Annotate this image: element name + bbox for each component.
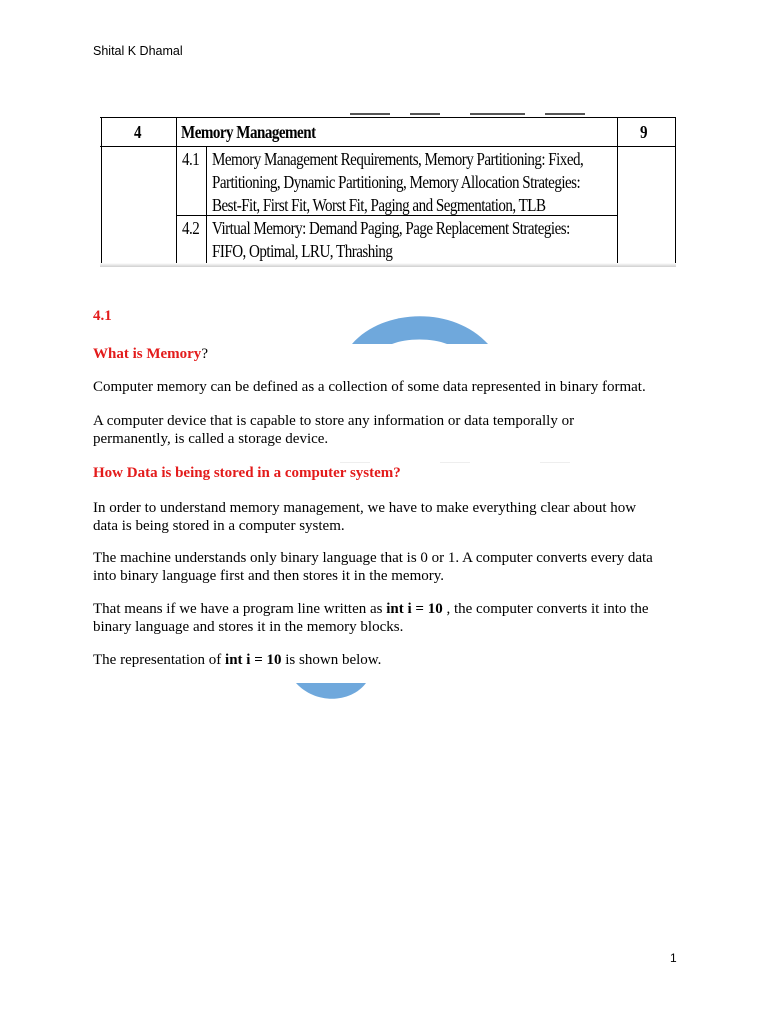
page-header-author: Shital K Dhamal xyxy=(93,44,183,58)
subtopic-number: 4.1 xyxy=(182,149,200,169)
decorative-arc-bottom xyxy=(296,683,366,703)
subtopic-line: Partitioning, Dynamic Partitioning, Memory Allocation Strategies: xyxy=(212,172,581,192)
paragraph-memory-definition: Computer memory can be defined as a collection of some data represented in binary format. xyxy=(93,379,646,395)
decorative-arc-top xyxy=(352,313,488,345)
module-number: 4 xyxy=(134,122,142,142)
page-number: 1 xyxy=(670,951,677,965)
what-is-memory-heading: What is Memory? xyxy=(93,346,208,362)
paragraph-program-line: That means if we have a program line written as int i = 10 , the computer converts it into the binary language and stores it in the memory blocks. xyxy=(93,601,649,635)
module-title: Memory Management xyxy=(181,122,316,142)
subtopic-line: FIFO, Optimal, LRU, Thrashing xyxy=(212,241,393,261)
syllabus-table-image xyxy=(100,103,676,267)
paragraph-storage-device: A computer device that is capable to store any information or data temporally or permanently, is called a storage device. xyxy=(93,413,575,447)
subtopic-line: Virtual Memory: Demand Paging, Page Replacement Strategies: xyxy=(212,218,570,238)
code-int-i: int i = 10 xyxy=(225,652,282,668)
paragraph-binary-language: The machine understands only binary language that is 0 or 1. A computer converts every data into binary language first and then stores it in the memory. xyxy=(93,550,653,584)
section-number: 4.1 xyxy=(93,308,112,324)
paragraph-memory-management: In order to understand memory management, we have to make everything clear about how data is being stored in a computer system. xyxy=(93,500,637,534)
subtopic-line: Best-Fit, First Fit, Worst Fit, Paging and Segmentation, TLB xyxy=(212,195,546,215)
cropped-previous-row xyxy=(340,107,610,117)
paragraph-representation: The representation of int i = 10 is shown below. xyxy=(93,652,382,668)
subtopic-number: 4.2 xyxy=(182,218,200,238)
module-hours: 9 xyxy=(640,122,648,142)
how-data-stored-heading: How Data is being stored in a computer system? xyxy=(93,465,401,481)
subtopic-line: Memory Management Requirements, Memory Partitioning: Fixed, xyxy=(212,149,584,169)
code-int-i: int i = 10 xyxy=(386,601,443,617)
